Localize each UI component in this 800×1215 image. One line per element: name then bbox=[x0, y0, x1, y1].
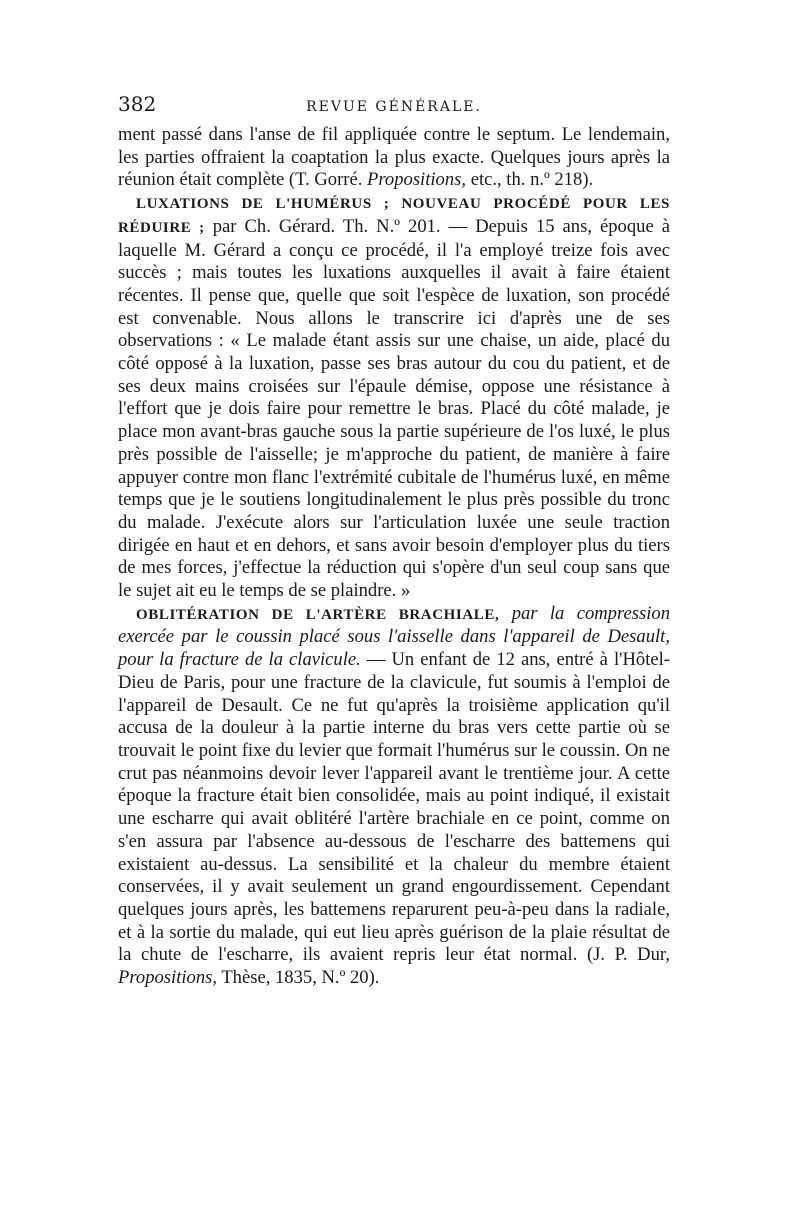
section-subtitle: par la compression exercée par le coussin placé sous l'aisselle dans l'appareil de Desault, pour la fracture de la clavicule. bbox=[118, 602, 670, 671]
paragraph-text: — Un enfant de 12 ans, entré à l'Hôtel-Dieu de Paris, pour une fracture de la clavicule, fut soumis à l'emploi de l'appareil de Desault. Ce ne fut qu'après la troisième application qu'il accusa de la douleur à la partie interne du bras vers cette partie où se trouvait le point fixe du levier que formait l'humérus sur le coussin. On ne crut pas néanmoins devoir lever l'appareil avant le trentième jour. A cette époque la fracture était bien consolidée, mais au point indiqué, il existait une escharre qui avait oblitéré l'artère brachiale en ce point, comme on s'en assura par l'absence au-dessous de l'escharre des battemens qui existaient au-dessus. La sensibilité et la chaleur du membre étaient conservées, il y avait seulement un grand engourdissement. Cependant quelques jours après, les battemens reparurent peu-à-peu dans la radiale, et à la sortie du malade, qui eut lieu après guérison de la plaie résultat de la chute de l'escharre, ils avaient repris leur état normal. (J. P. Dur, bbox=[118, 649, 670, 966]
paragraph-luxations bbox=[118, 192, 670, 603]
reference-tail: , Thèse, 1835, N.º 20). bbox=[212, 967, 380, 989]
paragraph-gorre bbox=[118, 124, 670, 192]
paragraph-text: par Ch. Gérard. Th. N.º 201. — Depuis 15 ans, époque à laquelle M. Gérard a conçu ce procédé, il l'a employé treize fois avec succès ; mais toutes les luxations auxquelles il avait à faire étaient récentes. Il pense que, quelle que soit l'espèce de luxation, son procédé est convenable. Nous allons le transcrire ici d'après une de ses observations : « Le malade étant assis sur une chaise, un aide, placé du côté opposé à la luxation, passe ses bras autour du cou du patient, et de ses deux mains croisées sur l'épaule démise, oppose une résistance à l'effort que je dois faire pour remettre le bras. Placé du côté malade, je place mon avant-bras gauche sous la partie supérieure de l'os luxé, le plus près possible de l'aisselle; je m'approche du patient, de manière à faire appuyer contre mon flanc l'extrémité cubitale de l'humérus luxé, en même temps que je le soutiens longitudinalement le plus près possible du tronc du malade. J'exécute alors sur l'articulation luxée une seule traction dirigée en haut et en dehors, et sans avoir besoin d'employer plus du tiers de mes forces, j'effectue la réduction qui s'opère d'un seul coup sans que le sujet ait eu le temps de se plaindre. » bbox=[118, 215, 670, 602]
reference-tail: , etc., th. n.º 218). bbox=[461, 169, 594, 191]
journal-page bbox=[118, 92, 670, 990]
section-heading: OBLITÉRATION DE L'ARTÈRE BRACHIALE, bbox=[136, 606, 500, 623]
reference-title: Propositions bbox=[118, 967, 213, 989]
paragraph-obliteration bbox=[118, 603, 670, 990]
reference-title: Propositions bbox=[367, 169, 462, 191]
section-heading: LUXATIONS DE L'HUMÉRUS ; NOUVEAU PROCÉDÉ POUR LES RÉDUIRE ; bbox=[118, 196, 670, 236]
page-number: 382 bbox=[118, 92, 157, 116]
running-head bbox=[118, 92, 670, 124]
running-title: REVUE GÉNÉRALE. bbox=[306, 99, 482, 115]
paragraph-text: ment passé dans l'anse de fil appliquée contre le septum. Le lendemain, les parties offraient la coaptation la plus exacte. Quelques jours après la réunion était complète (T. Gorré. bbox=[118, 124, 670, 191]
body-text bbox=[118, 124, 670, 990]
